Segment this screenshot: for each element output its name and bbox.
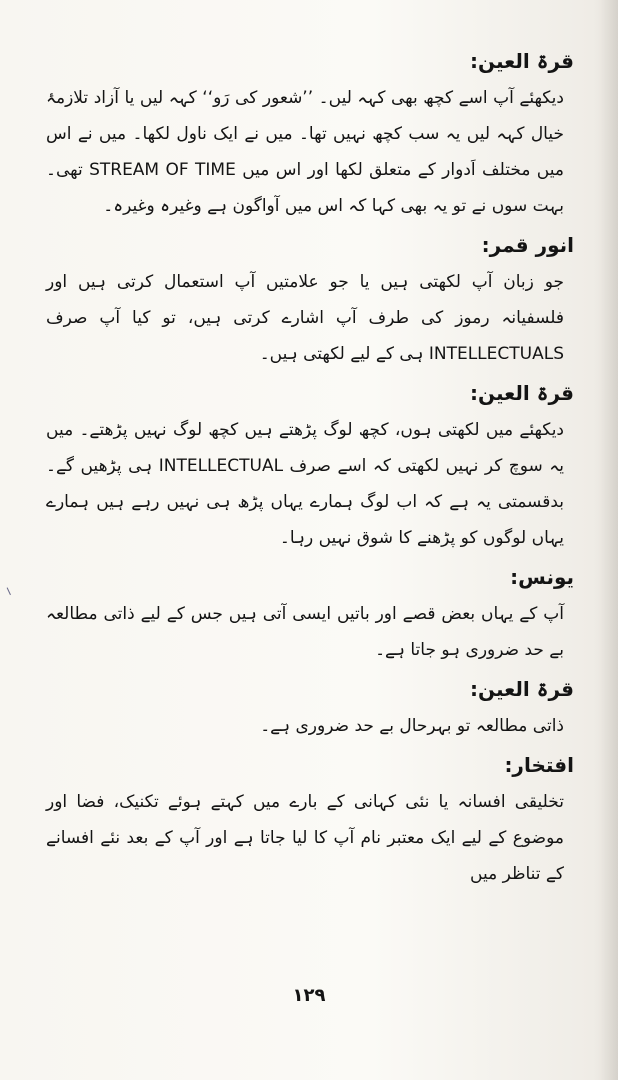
interview-text — [46, 40, 574, 896]
page-number: ۱۲۹ — [292, 985, 326, 1006]
margin-pen-mark — [7, 585, 17, 595]
page-edge-shadow — [600, 0, 618, 1080]
speaker-label: انور قمر: — [481, 233, 574, 257]
dialogue-text: دیکھئے میں لکھتی ہوں، کچھ لوگ پڑھتے ہیں کچھ لوگ نہیں پڑھتے۔ میں یہ سوچ کر نہیں لکھتی کہ اسے صرف INTELLECTUAL ہی پڑھیں گے۔ بدقسمتی یہ ہے کہ اب لوگ ہمارے یہاں پڑھ ہی نہیں رہے ہیں ہمارے یہاں لوگوں کو پڑھنے کا شوق نہیں رہا۔ — [46, 420, 564, 548]
dialogue-text: دیکھئے آپ اسے کچھ بھی کہہ لیں۔ ’’شعور کی رَو‘‘ کہہ لیں یا آزاد تلازمۂ خیال کہہ لیں یہ سب کچھ نہیں تھا۔ میں نے ایک ناول لکھا۔ میں نے اس میں مختلف اَدوار کے متعلق لکھا اور اس میں STREAM OF TIME تھی۔ بہت سوں نے تو یہ بھی کہا کہ اس میں آواگون ہے وغیرہ وغیرہ۔ — [46, 88, 564, 216]
dialogue-text: جو زبان آپ لکھتی ہیں یا جو علامتیں آپ استعمال کرتی ہیں اور فلسفیانہ رموز کی طرف آپ اشارے کرتی ہیں، تو کیا آپ صرف INTELLECTUALS ہی کے لیے لکھتی ہیں۔ — [46, 272, 564, 364]
speaker-label: قرۃ العین: — [469, 381, 574, 405]
dialogue-block — [46, 674, 574, 744]
speaker-label: قرۃ العین: — [469, 49, 574, 73]
dialogue-block — [46, 230, 574, 372]
dialogue-block — [46, 750, 574, 892]
speaker-label: افتخار: — [504, 753, 574, 777]
dialogue-block — [46, 46, 574, 224]
dialogue-text: آپ کے یہاں بعض قصے اور باتیں ایسی آتی ہیں جس کے لیے ذاتی مطالعہ بے حد ضروری ہو جاتا ہے۔ — [46, 604, 564, 660]
dialogue-text: ذاتی مطالعہ تو بہرحال بے حد ضروری ہے۔ — [260, 716, 564, 736]
speaker-label: یونس: — [510, 565, 574, 589]
speaker-label: قرۃ العین: — [469, 677, 574, 701]
dialogue-text: تخلیقی افسانہ یا نئی کہانی کے بارے میں کہتے ہوئے تکنیک، فضا اور موضوع کے لیے ایک معتبر نام آپ کا لیا جاتا ہے اور آپ کے بعد نئے افسانے کے تناظر میں — [46, 792, 564, 884]
dialogue-block — [46, 562, 574, 668]
dialogue-block — [46, 378, 574, 556]
